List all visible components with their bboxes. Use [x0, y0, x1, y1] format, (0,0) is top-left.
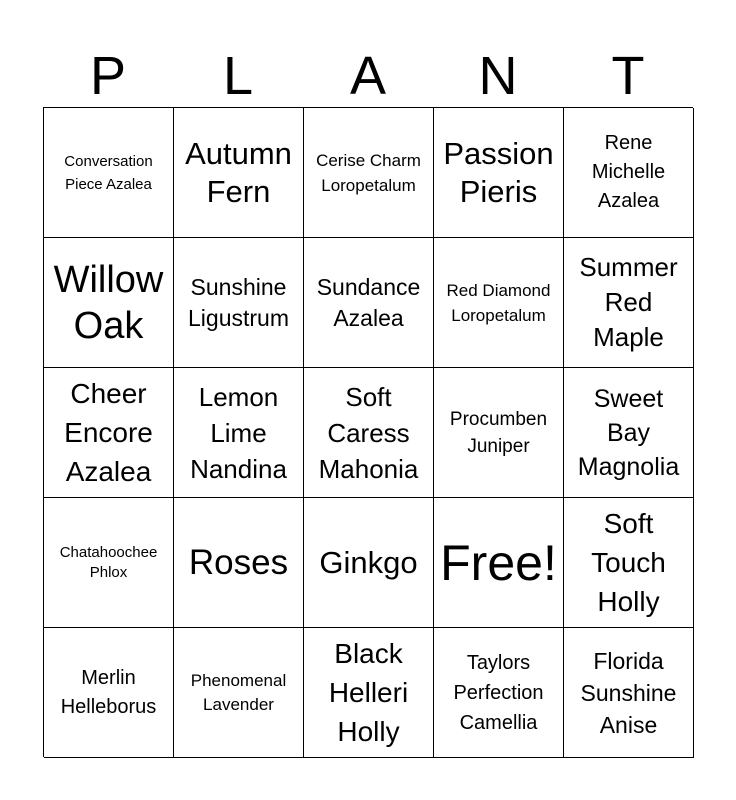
bingo-cell[interactable] — [304, 628, 434, 758]
bingo-cell-label: Florida Sunshine Anise — [580, 647, 677, 738]
bingo-cell-label: Cerise Charm Loropetalum — [316, 150, 421, 195]
bingo-cell-label: Red Diamond Loropetalum — [446, 280, 551, 325]
bingo-cell-label: Merlin Helleborus — [60, 666, 157, 718]
bingo-cell[interactable] — [564, 628, 694, 758]
header-letter-t: T — [611, 46, 645, 106]
bingo-cell-label: Soft Touch Holly — [591, 508, 666, 617]
bingo-cell-label: Cheer Encore Azalea — [64, 378, 153, 487]
bingo-cell-label: Willow Oak — [53, 258, 164, 347]
bingo-cell[interactable] — [304, 498, 434, 628]
bingo-cell[interactable] — [564, 108, 694, 238]
bingo-cell[interactable] — [564, 498, 694, 628]
bingo-cell[interactable] — [44, 368, 174, 498]
header-letter-a: A — [349, 46, 387, 106]
bingo-cell-label: Chatahoochee Phlox — [59, 543, 158, 581]
bingo-cell[interactable] — [434, 238, 564, 368]
bingo-cell-label: Passion Pieris — [443, 135, 554, 209]
bingo-cell-label: Phenomenal Lavender — [190, 670, 287, 714]
bingo-cell[interactable] — [44, 238, 174, 368]
bingo-cell[interactable] — [174, 368, 304, 498]
bingo-cell-label: Sweet Bay Magnolia — [577, 384, 680, 481]
header-letter-p: P — [89, 46, 127, 106]
bingo-cell[interactable] — [174, 108, 304, 238]
bingo-cell-label: Taylors Perfection Camellia — [453, 651, 544, 734]
bingo-cell-label: Sunshine Ligustrum — [188, 273, 289, 331]
bingo-cell-label: Autumn Fern — [185, 135, 292, 209]
bingo-cell[interactable] — [434, 628, 564, 758]
bingo-cell[interactable] — [174, 238, 304, 368]
bingo-cell[interactable] — [304, 108, 434, 238]
bingo-cell-label: Black Helleri Holly — [328, 638, 409, 747]
bingo-cell[interactable] — [434, 368, 564, 498]
bingo-cell-label: Conversation Piece Azalea — [64, 152, 153, 193]
bingo-cell-label: Lemon Lime Nandina — [190, 381, 287, 484]
bingo-cell-label: Summer Red Maple — [579, 252, 678, 352]
bingo-cell[interactable] — [434, 108, 564, 238]
bingo-cell[interactable] — [44, 628, 174, 758]
bingo-board — [43, 107, 693, 757]
bingo-cell[interactable] — [44, 498, 174, 628]
header-letter-n: N — [478, 46, 518, 106]
bingo-cell-label: Soft Caress Mahonia — [318, 381, 419, 484]
bingo-cell[interactable] — [174, 498, 304, 628]
bingo-cell[interactable] — [304, 368, 434, 498]
bingo-cell[interactable] — [564, 238, 694, 368]
bingo-cell-label: Roses — [188, 542, 289, 582]
bingo-header — [43, 44, 693, 108]
bingo-cell[interactable] — [174, 628, 304, 758]
bingo-cell[interactable] — [44, 108, 174, 238]
free-space-label: Free! — [440, 534, 557, 591]
bingo-cell-label: Rene Michelle Azalea — [591, 132, 666, 212]
bingo-cell-label: Sundance Azalea — [316, 273, 421, 331]
free-space[interactable] — [434, 498, 564, 628]
bingo-cell-label: Ginkgo — [319, 544, 418, 580]
bingo-cell[interactable] — [564, 368, 694, 498]
bingo-cell[interactable] — [304, 238, 434, 368]
bingo-cell-label: Procumben Juniper — [449, 408, 548, 457]
header-letter-l: L — [222, 46, 254, 106]
